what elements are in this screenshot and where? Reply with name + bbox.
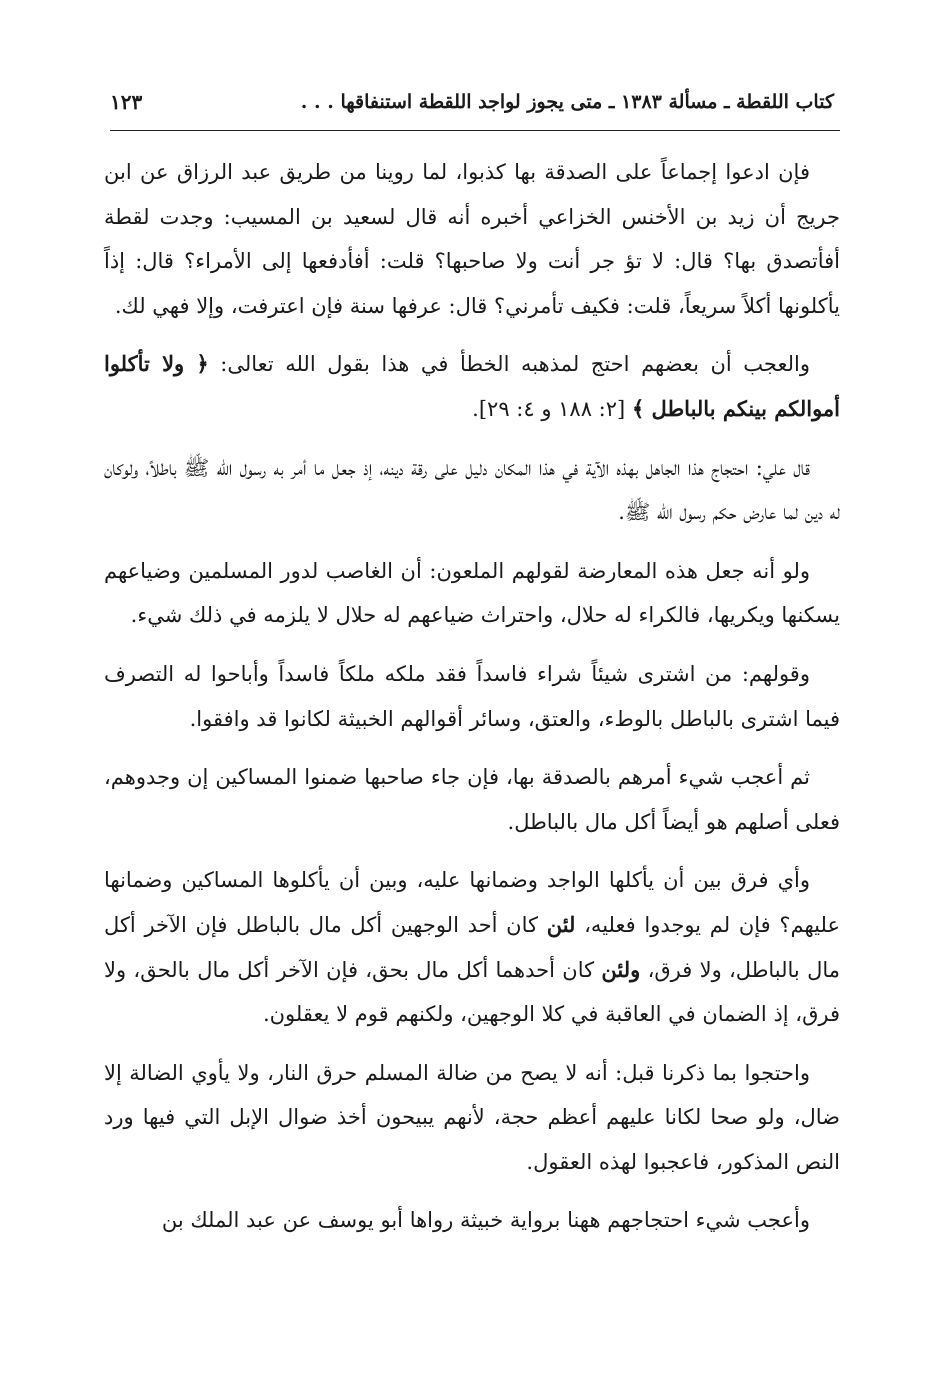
paragraph-7-part-a: وأي فرق بين أن يأكلها الواجد وضمانها عليه، وبين أن يأكلوها المساكين وضمانها عليهم؟ فإن لم يوجدوا فعليه،	[104, 868, 841, 937]
paragraph-4: ولو أنه جعل هذه المعارضة لقولهم الملعون: أن الغاصب لدور المسلمين وضياعهم يسكنها ويكريها، فالكراء له حلال، واحتراث ضياعهم له حلال لا يلزمه في ذلك شيء.	[104, 558, 840, 628]
paragraph-2	[104, 342, 840, 431]
running-title: كتاب اللقطة ـ مسألة ١٣٨٣ ـ متى يجوز لواجد اللقطة استنفاقها . . .	[300, 91, 834, 113]
paragraph-5: وقولهم: من اشترى شيئاً شراء فاسداً فقد ملكه ملكاً فاسداً وأباحوا له التصرف فيما اشترى بالباطل بالوطء، والعتق، وسائر أقوالهم الخبيثة لكانوا قد وافقوا.	[104, 661, 840, 731]
body-text	[104, 150, 840, 1251]
paragraph-8: واحتجوا بما ذكرنا قبل: أنه لا يصح من ضالة المسلم حرق النار، ولا يأوي الضالة إلا ضال، ولو صحا لكانا عليهم أعظم حجة، لأنهم يبيحون أخذ ضوال الإبل التي فيها ورد النص المذكور، فاعجبوا لهذه العقول.	[104, 1060, 840, 1174]
paragraph-7-part-d: كان أحدهما أكل مال بحق، فإن الآخر أكل مال بالحق، ولا فرق، إذ الضمان في العاقبة في كلا الوجهين، ولكنهم قوم لا يعقلون.	[104, 957, 840, 1027]
paragraph-7-part-c: كان أحد الوجهين أكل مال بالباطل فإن الآخر أكل مال بالباطل، ولا فرق،	[104, 912, 840, 982]
paragraph-2-intro: والعجب أن بعضهم احتج لمذهبه الخطأ في هذا بقول الله تعالى:	[220, 352, 810, 377]
paragraph-1: فإن ادعوا إجماعاً على الصدقة بها كذبوا، لما روينا من طريق عبد الرزاق عن ابن جريج أن زيد بن الأخنس الخزاعي أخبره أنه قال لسعيد بن المسيب: وجدت لقطة أفأتصدق بها؟ قال: لا تؤ جر أنت ولا صاحبها؟ قلت: أفأدفعها إلى الأمراء؟ قال: إذاً يأكلونها أكلاً سريعاً، قلت: فكيف تأمرني؟ قال: عرفها سنة فإن اعترفت، وإلا فهي لك.	[104, 160, 840, 318]
emphasis-lain: لئن	[546, 911, 576, 937]
paragraph-7	[104, 858, 840, 1036]
paragraph-6: ثم أعجب شيء أمرهم بالصدقة بها، فإن جاء صاحبها ضمنوا المساكين إن وجدوهم، فعلى أصلهم هو أيضاً أكل مال بالباطل.	[104, 765, 840, 834]
running-header	[110, 84, 834, 120]
quran-verse: ﴿ ولا تأكلوا أموالكم بينكم بالباطل ﴾	[104, 351, 840, 421]
header-rule	[110, 130, 840, 131]
paragraph-3: قال علي: احتجاج هذا الجاهل بهذه الآية في هذا المكان دليل على رقة دينه، إذ جعل ما أمر به رسول الله ﷺ باطلاً، ولوكان له دين لما عارض حكم رسول الله ﷺ.	[104, 455, 840, 525]
verse-reference: [٢: ١٨٨ و ٤: ٢٩].	[472, 396, 626, 421]
page-number: ١٢٣	[110, 90, 143, 114]
paragraph-9: وأعجب شيء احتجاجهم ههنا برواية خبيثة رواها أبو يوسف عن عبد الملك بن	[161, 1208, 810, 1233]
emphasis-walain: ولئن	[601, 956, 641, 982]
